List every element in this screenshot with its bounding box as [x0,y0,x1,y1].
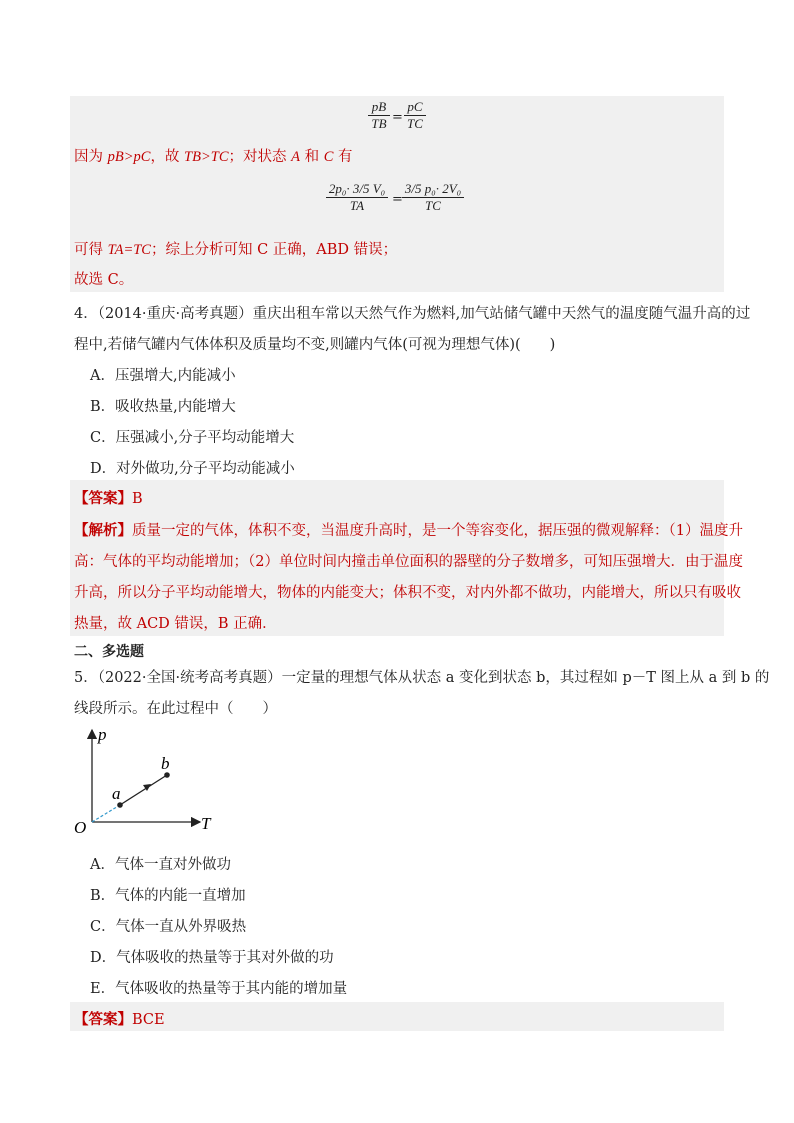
q4-option-b: B．吸收热量,内能增大 [90,399,236,415]
solution-line-2: 可得 TA=TC；综上分析可知 C 正确，ABD 错误； [74,242,398,258]
point-a [117,802,123,808]
q4-option-c: C．压强减小,分子平均动能增大 [90,430,295,446]
x-axis-label: T [201,814,211,833]
q5-option-b: B．气体的内能一直增加 [90,888,246,904]
formula-pc-tc: pC TC [404,100,426,131]
answer-value: BCE [132,1012,165,1028]
answer-tag: 【答案】 [74,490,132,507]
equals-sign: = [392,110,403,125]
point-a-label: a [112,784,121,803]
equals-sign-2: = [392,192,403,207]
q5-option-a: A．气体一直对外做功 [90,857,231,873]
q5-stem-line-1: 5．（2022·全国·统考高考真题）一定量的理想气体从状态 a 变化到状态 b，其过程如 p－T 图上从 a 到 b 的 [74,670,770,686]
y-axis-label: p [98,725,107,744]
q4-analysis-line-4: 热量，故 ACD 错误，B 正确． [74,616,277,632]
formula-state-a: 2p₀· 3/5 V₀ TA [326,182,388,213]
q4-analysis-line-3: 升高，所以分子平均动能增大，物体的内能变大；体积不变，对内外都不做功，内能增大，所以只有吸收 [74,585,741,601]
section-title-multi-choice: 二、多选题 [74,644,144,660]
q5-option-e: E．气体吸收的热量等于其内能的增加量 [90,981,348,997]
formula-state-c: 3/5 p₀· 2V₀ TC [402,182,464,213]
q4-stem-line-2: 程中,若储气罐内气体体积及质量均不变,则罐内气体(可视为理想气体)( ) [74,337,556,353]
q5-option-d: D．气体吸收的热量等于其对外做的功 [90,950,334,966]
answer-value: B [132,491,143,507]
q5-stem-line-2: 线段所示。在此过程中（ ） [74,701,277,717]
q4-answer [74,487,143,508]
q4-option-a: A．压强增大,内能减小 [90,368,236,384]
process-segment [120,775,167,805]
q4-analysis-line-1: 【解析】质量一定的气体，体积不变，当温度升高时，是一个等容变化，据压强的微观解释：（1）温度升 [74,522,743,539]
formula-pb-tb: pB TB [368,100,390,131]
analysis-tag: 【解析】 [74,522,132,539]
answer-tag: 【答案】 [74,1011,132,1028]
solution-line-3: 故选 C。 [74,272,134,288]
point-b-label: b [161,754,170,773]
point-b [164,772,170,778]
q4-analysis-line-2: 高：气体的平均动能增加；（2）单位时间内撞击单位面积的器壁的分子数增多，可知压强增大．由于温度 [74,554,743,570]
p-t-graph [68,722,228,842]
q5-option-c: C．气体一直从外界吸热 [90,919,247,935]
q4-option-d: D．对外做功,分子平均动能减小 [90,461,295,477]
origin-label: O [74,818,87,837]
dashed-extension [92,805,120,822]
q4-stem-line-1: 4．（2014·重庆·高考真题）重庆出租车常以天然气作为燃料,加气站储气罐中天然气的温度随气温升高的过 [74,306,751,322]
solution-line-1: 因为 pB>pC，故 TB>TC；对状态 A 和 C 有 [74,149,353,165]
q5-answer [74,1008,165,1029]
answer-block-q5 [70,1002,724,1031]
